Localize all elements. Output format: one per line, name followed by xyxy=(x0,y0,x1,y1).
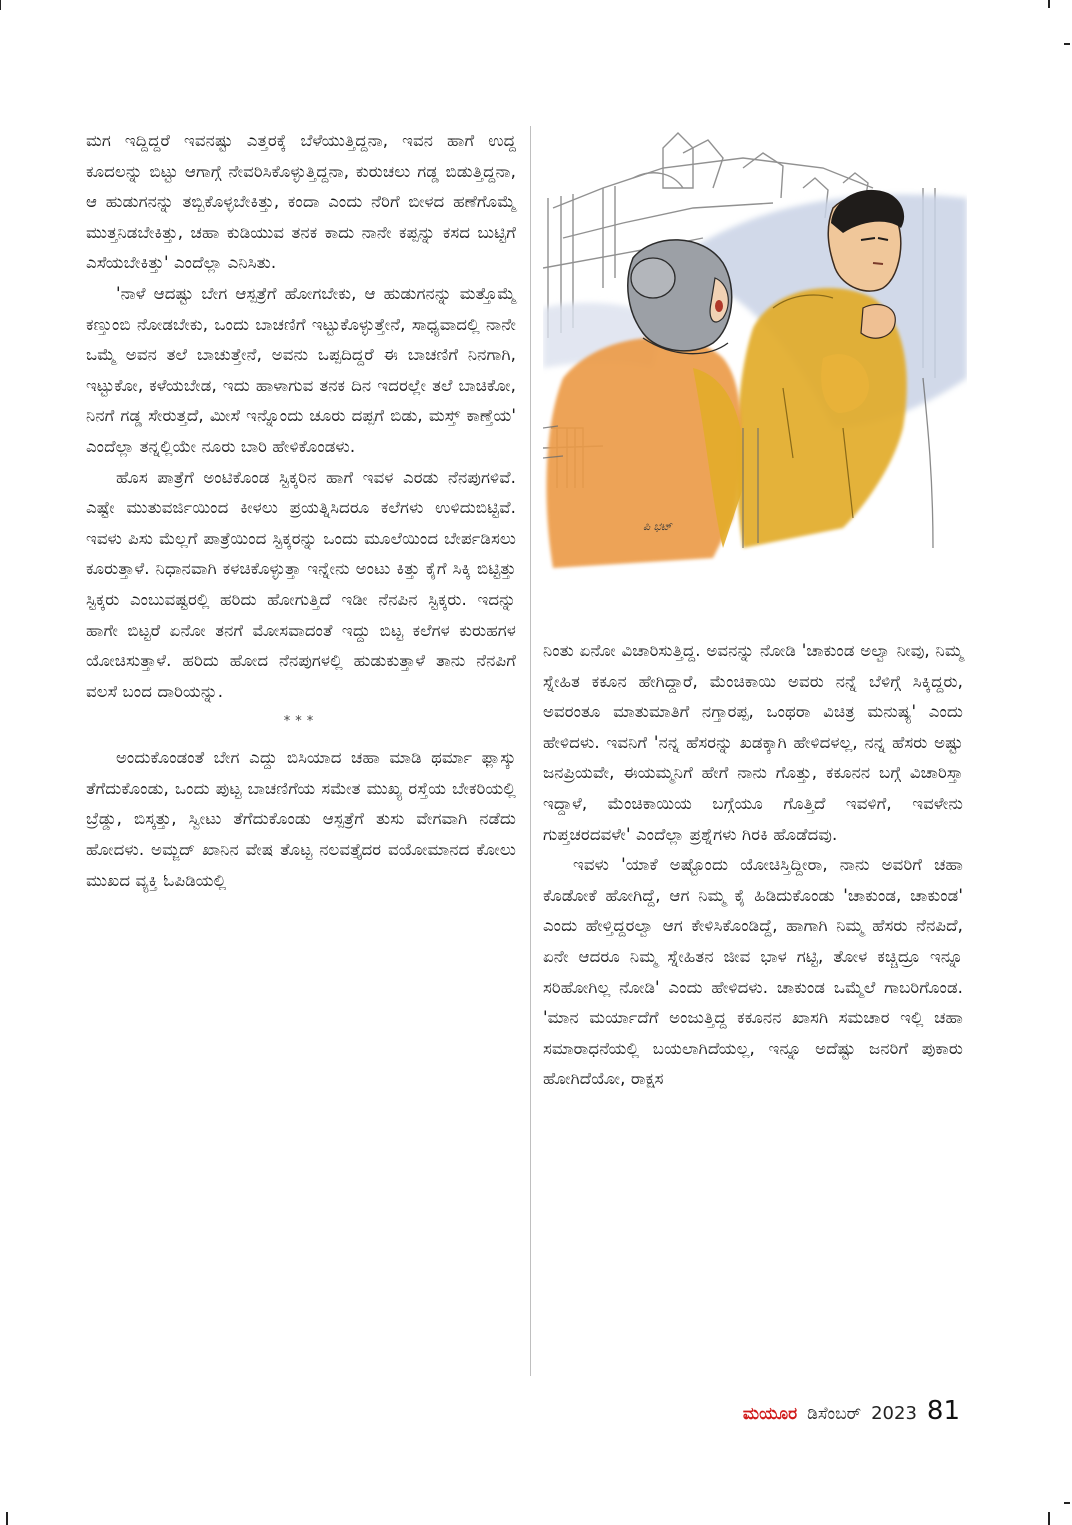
paragraph: ಇವಳು 'ಯಾಕೆ ಅಷ್ಟೊಂದು ಯೋಚಿಸ್ತಿದ್ದೀರಾ, ನಾನು ಅವರಿಗೆ ಚಹಾ ಕೊಡೋಕೆ ಹೋಗಿದ್ದೆ, ಆಗ ನಿಮ್ಮ ಕೈ ಹಿಡಿದುಕೊಂಡು 'ಚಾಕುಂಡ, ಚಾಕುಂಡ' ಎಂದು ಹೇಳ್ತಿದ್ದರಲ್ವಾ ಆಗ ಕೇಳಿಸಿಕೊಂಡಿದ್ದೆ, ಹಾಗಾಗಿ ನಿಮ್ಮ ಹೆಸರು ನೆನಪಿದೆ, ಏನೇ ಆದರೂ ನಿಮ್ಮ ಸ್ನೇಹಿತನ ಜೀವ ಭಾಳ ಗಟ್ಟಿ, ತೋಳ ಕಚ್ಚಿದ್ರೂ ಇನ್ನೂ ಸರಿಹೋಗಿಲ್ಲ ನೋಡಿ' ಎಂದು ಹೇಳಿದಳು. ಚಾಕುಂಡ ಒಮ್ಮೆಲೆ ಗಾಬರಿಗೊಂಡ. 'ಮಾನ ಮರ್ಯಾದೆಗೆ ಅಂಜುತ್ತಿದ್ದ ಕಕೂನನ ಖಾಸಗಿ ಸಮಚಾರ ಇಲ್ಲಿ ಚಹಾ ಸಮಾರಾಧನೆಯಲ್ಲಿ ಬಯಲಾಗಿದೆಯಲ್ಲ, ಇನ್ನೂ ಅದೆಷ್ಟು ಜನರಿಗೆ ಪುಕಾರು ಹೋಗಿದೆಯೋ, ರಾಕ್ಷಸ xyxy=(543,855,963,1089)
paragraph: 'ನಾಳೆ ಆದಷ್ಟು ಬೇಗ ಆಸ್ಪತ್ರೆಗೆ ಹೋಗಬೇಕು, ಆ ಹುಡುಗನನ್ನು ಮತ್ತೊಮ್ಮೆ ಕಣ್ತುಂಬಿ ನೋಡಬೇಕು, ಒಂದು ಬಾಚಣಿಗೆ ಇಟ್ಟುಕೊಳ್ಳುತ್ತೇನೆ, ಸಾಧ್ಯವಾದಲ್ಲಿ ನಾನೇ ಒಮ್ಮೆ ಅವನ ತಲೆ ಬಾಚುತ್ತೇನೆ, ಅವನು ಒಪ್ಪದಿದ್ದರೆ ಈ ಬಾಚಣಿಗೆ ನಿನಗಾಗಿ, ಇಟ್ಟುಕೋ, ಕಳೆಯಬೇಡ, ಇದು ಹಾಳಾಗುವ ತನಕ ದಿನ ಇದರಲ್ಲೇ ತಲೆ ಬಾಚಿಕೋ, ನಿನಗೆ ಗಡ್ಡ ಸೇರುತ್ತದೆ, ಮೀಸೆ ಇನ್ನೊಂದು ಚೂರು ದಪ್ಪಗೆ ಬಿಡು, ಮಸ್ತ್ ಕಾಣ್ತೆಯ' ಎಂದೆಲ್ಲಾ ತನ್ನಲ್ಲಿಯೇ ನೂರು ಬಾರಿ ಹೇಳಿಕೊಂಡಳು. xyxy=(86,283,516,456)
crop-mark-top-left xyxy=(0,0,1,10)
story-illustration xyxy=(543,128,967,591)
paragraph: ಅಂದುಕೊಂಡಂತೆ ಬೇಗ ಎದ್ದು ಬಿಸಿಯಾದ ಚಹಾ ಮಾಡಿ ಥರ್ಮಾ ಫ್ಲಾಸ್ಕು ತೆಗೆದುಕೊಂಡು, ಒಂದು ಪುಟ್ಟ ಬಾಚಣಿಗೆಯ ಸಮೇತ ಮುಖ್ಯ ರಸ್ತೆಯ ಬೇಕರಿಯಲ್ಲಿ ಬ್ರೆಡ್ಡು, ಬಿಸ್ಕತ್ತು, ಸ್ವೀಟು ತೆಗೆದುಕೊಂಡು ಆಸ್ಪತ್ರೆಗೆ ತುಸು ವೇಗವಾಗಿ ನಡೆದು ಹೋದಳು. ಅಮ್ಜದ್ ಖಾನಿನ ವೇಷ ತೊಟ್ಟ ನಲವತ್ತೈದರ ವಯೋಮಾನದ ಕೋಲು ಮುಖದ ವ್ಯಕ್ತಿ ಓಪಿಡಿಯಲ್ಲಿ xyxy=(86,748,516,890)
artist-signature: ಪಿ ಭಟ್ xyxy=(643,520,672,533)
woman-figure xyxy=(546,240,743,568)
page-number: 81 xyxy=(926,1396,960,1426)
left-text-column xyxy=(86,126,516,896)
crop-mark-right-bottom xyxy=(1064,1502,1070,1504)
section-separator: *** xyxy=(283,714,319,730)
paragraph: ಮಗ ಇದ್ದಿದ್ದರೆ ಇವನಷ್ಟು ಎತ್ತರಕ್ಕೆ ಬೆಳೆಯುತ್ತಿದ್ದನಾ, ಇವನ ಹಾಗೆ ಉದ್ದ ಕೂದಲನ್ನು ಬಿಟ್ಟು ಆಗಾಗ್ಗೆ ನೇವರಿಸಿಕೊಳ್ಳುತ್ತಿದ್ದನಾ, ಕುರುಚಲು ಗಡ್ಡ ಬಿಡುತ್ತಿದ್ದನಾ, ಆ ಹುಡುಗನನ್ನು ತಬ್ಬಿಕೊಳ್ಳಬೇಕಿತ್ತು, ಕಂದಾ ಎಂದು ನೆರಿಗೆ ಬೀಳದ ಹಣೆಗೊಮ್ಮೆ ಮುತ್ತನಿಡಬೇಕಿತ್ತು, ಚಹಾ ಕುಡಿಯುವ ತನಕ ಕಾದು ನಾನೇ ಕಪ್ಪನ್ನು ಕಸದ ಬುಟ್ಟಿಗೆ ಎಸೆಯಬೇಕಿತ್ತು' ಎಂದೆಲ್ಲಾ ಎನಿಸಿತು. xyxy=(86,131,516,273)
crop-mark-bottom-left xyxy=(6,1512,8,1525)
right-text-column xyxy=(543,636,963,1095)
crop-mark-bottom-right xyxy=(1048,1512,1050,1525)
paragraph: ನಿಂತು ಏನೋ ವಿಚಾರಿಸುತ್ತಿದ್ದ. ಅವನನ್ನು ನೋಡಿ 'ಚಾಕುಂಡ ಅಲ್ವಾ ನೀವು, ನಿಮ್ಮ ಸ್ನೇಹಿತ ಕಕೂನ ಹೇಗಿದ್ದಾರೆ, ಮೆಂಚಿಕಾಯಿ ಅವರು ನನ್ನೆ ಬೆಳಿಗ್ಗೆ ಸಿಕ್ಕಿದ್ದರು, ಅವರಂತೂ ಮಾತುಮಾತಿಗೆ ನಗ್ತಾರಪ್ಪ, ಒಂಥರಾ ವಿಚಿತ್ರ ಮನುಷ್ಯ' ಎಂದು ಹೇಳಿದಳು. ಇವನಿಗೆ 'ನನ್ನ ಹೆಸರನ್ನು ಖಡಕ್ಕಾಗಿ ಹೇಳಿದಳಲ್ಲ, ನನ್ನ ಹೆಸರು ಅಷ್ಟು ಜನಪ್ರಿಯವೇ, ಈಯಮ್ಮನಿಗೆ ಹೇಗೆ ನಾನು ಗೊತ್ತು, ಕಕೂನನ ಬಗ್ಗೆ ವಿಚಾರಿಸ್ತಾ ಇದ್ದಾಳೆ, ಮೆಂಚಿಕಾಯಿಯ ಬಗ್ಗೆಯೂ ಗೊತ್ತಿದೆ ಇವಳಿಗೆ, ಇವಳೇನು ಗುಪ್ತಚರದವಳೇ' ಎಂದೆಲ್ಲಾ ಪ್ರಶ್ನೆಗಳು ಗಿರಕಿ ಹೊಡೆದವು. xyxy=(543,641,963,844)
crop-mark-right-top xyxy=(1064,43,1070,45)
issue-month: ಡಿಸೆಂಬರ್ xyxy=(807,1404,862,1424)
magazine-logo: ಮಯೂರ xyxy=(742,1404,798,1424)
issue-year: 2023 xyxy=(871,1403,917,1424)
paragraph: ಹೊಸ ಪಾತ್ರೆಗೆ ಅಂಟಿಕೊಂಡ ಸ್ಟಿಕ್ಕರಿನ ಹಾಗೆ ಇವಳ ಎರಡು ನೆನಪುಗಳಿವೆ. ಎಷ್ಟೇ ಮುತುವರ್ಜಿಯಿಂದ ಕೀಳಲು ಪ್ರಯತ್ನಿಸಿದರೂ ಕಲೆಗಳು ಉಳಿದುಬಿಟ್ಟಿವೆ. ಇವಳು ಪಿಸು ಮೆಲ್ಲಗೆ ಪಾತ್ರೆಯಿಂದ ಸ್ಟಿಕ್ಕರನ್ನು ಒಂದು ಮೂಲೆಯಿಂದ ಬೇರ್ಪಡಿಸಲು ಕೂರುತ್ತಾಳೆ. ನಿಧಾನವಾಗಿ ಕಳಚಿಕೊಳ್ಳುತ್ತಾ ಇನ್ನೇನು ಅಂಟು ಕಿತ್ತು ಕೈಗೆ ಸಿಕ್ಕಿ ಬಿಟ್ಟಿತ್ತು ಸ್ಟಿಕ್ಕರು ಎಂಬುವಷ್ಟರಲ್ಲಿ ಹರಿದು ಹೋಗುತ್ತಿದೆ ಇಡೀ ನೆನಪಿನ ಸ್ಟಿಕ್ಕರು. ಇದನ್ನು ಹಾಗೇ ಬಿಟ್ಟರೆ ಏನೋ ತನಗೆ ಮೋಸವಾದಂತೆ ಇದ್ದು ಬಿಟ್ಟ ಕಲೆಗಳ ಕುರುಹಗಳ ಯೋಚಿಸುತ್ತಾಳೆ. ಹರಿದು ಹೋದ ನೆನಪುಗಳಲ್ಲಿ ಹುಡುಕುತ್ತಾಳೆ ತಾನು ನೆನಪಿಗೆ ವಲಸೆ ಬಂದ ದಾರಿಯನ್ನು. xyxy=(86,467,516,701)
page-footer xyxy=(743,1396,960,1426)
crop-mark-top-right xyxy=(1048,0,1050,8)
column-rule xyxy=(530,126,531,1376)
